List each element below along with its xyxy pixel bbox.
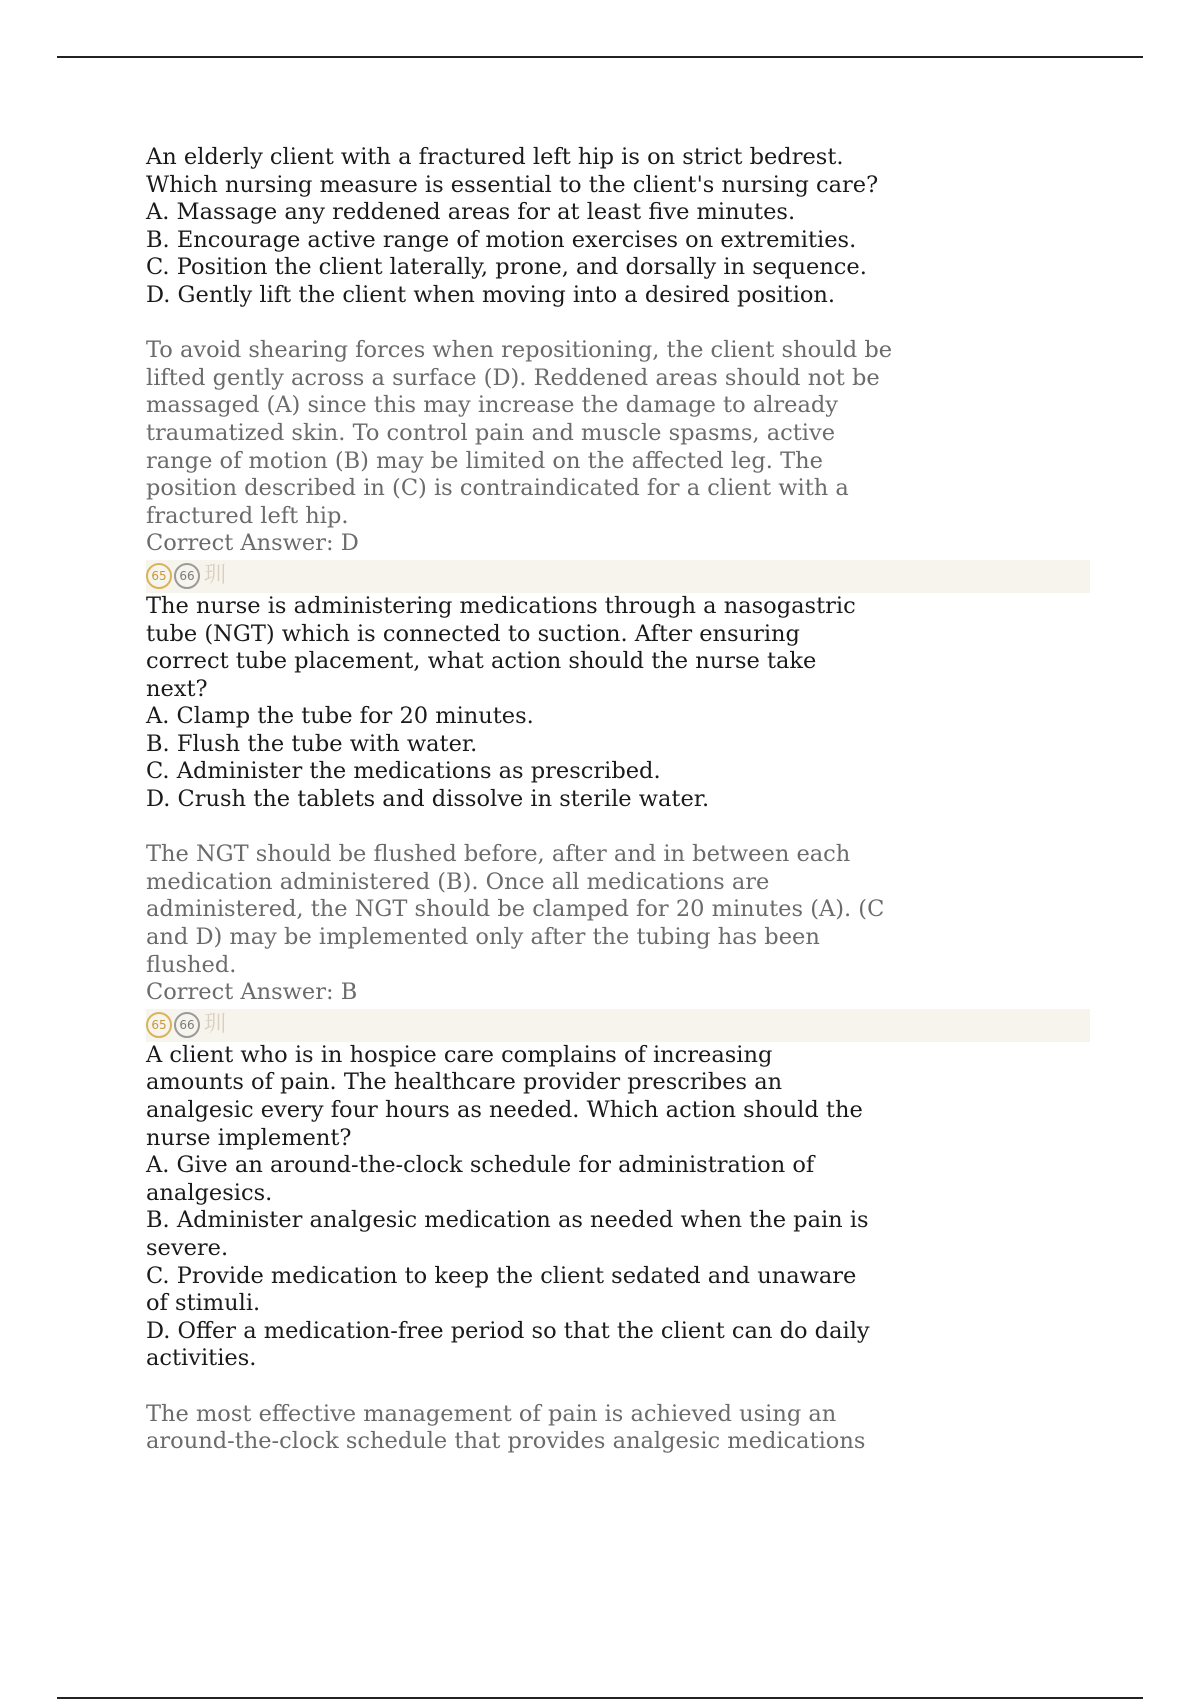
- document-body: [146, 144, 893, 1456]
- question-separator-bar: [146, 1009, 1090, 1042]
- question-block-2: [146, 592, 885, 1007]
- answer-option-b: B. Encourage active range of motion exercises on extremities.: [146, 226, 857, 253]
- answer-option-c: C. Administer the medications as prescribed.: [146, 758, 661, 785]
- explanation-line: The NGT should be flushed before, after and in between each: [146, 841, 851, 868]
- explanation-line: massaged (A) since this may increase the damage to already: [146, 392, 839, 419]
- explanation-line: To avoid shearing forces when repositioning, the client should be: [146, 337, 893, 364]
- correct-answer: Correct Answer: D: [146, 530, 359, 557]
- question-stem-line: amounts of pain. The healthcare provider prescribes an: [146, 1069, 783, 1096]
- question-block-1: [146, 144, 893, 558]
- header-rule: [57, 56, 1143, 58]
- question-stem-line: analgesic every four hours as needed. Which action should the: [146, 1097, 863, 1123]
- glyph-mark-icon: 玔: [204, 563, 227, 589]
- question-stem-line: An elderly client with a fractured left hip is on strict bedrest.: [146, 144, 844, 170]
- answer-option-a: A. Give an around-the-clock schedule for administration of: [146, 1152, 815, 1179]
- explanation-line: The most effective management of pain is achieved using an: [146, 1400, 837, 1427]
- answer-option-c-cont: of stimuli.: [146, 1290, 261, 1317]
- explanation-line: traumatized skin. To control pain and muscle spasms, active: [146, 419, 836, 446]
- explanation-line: medication administered (B). Once all medications are: [146, 868, 770, 895]
- explanation-line: position described in (C) is contraindicated for a client with a: [146, 475, 849, 502]
- answer-option-d-cont: activities.: [146, 1345, 257, 1372]
- answer-option-d: D. Offer a medication-free period so that the client can do daily: [146, 1317, 870, 1344]
- number-badge-icon: 65: [146, 563, 172, 589]
- glyph-mark-icon: 玔: [204, 1012, 227, 1038]
- explanation-line: flushed.: [146, 951, 237, 978]
- question-stem-line: correct tube placement, what action should the nurse take: [146, 648, 817, 675]
- explanation-line: fractured left hip.: [146, 502, 349, 529]
- explanation-line: around-the-clock schedule that provides analgesic medications: [146, 1428, 866, 1455]
- answer-option-b: B. Flush the tube with water.: [146, 730, 478, 757]
- answer-option-b: B. Administer analgesic medication as needed when the pain is: [146, 1207, 869, 1234]
- question-stem-line: A client who is in hospice care complains of increasing: [146, 1041, 773, 1068]
- question-stem-line: Which nursing measure is essential to the client's nursing care?: [146, 171, 879, 198]
- correct-answer: Correct Answer: B: [146, 979, 358, 1006]
- explanation-line: range of motion (B) may be limited on the affected leg. The: [146, 447, 823, 474]
- question-stem-line: tube (NGT) which is connected to suction. After ensuring: [146, 620, 800, 647]
- answer-option-c: C. Provide medication to keep the client sedated and unaware: [146, 1262, 857, 1289]
- number-badge-icon: 66: [174, 563, 200, 589]
- number-badge-icon: 65: [146, 1012, 172, 1038]
- question-block-3: [146, 1041, 870, 1456]
- answer-option-d: D. Crush the tablets and dissolve in sterile water.: [146, 786, 710, 813]
- number-badge-icon: 66: [174, 1012, 200, 1038]
- explanation-line: lifted gently across a surface (D). Reddened areas should not be: [146, 364, 880, 391]
- answer-option-d: D. Gently lift the client when moving into a desired position.: [146, 281, 836, 308]
- answer-option-c: C. Position the client laterally, prone, and dorsally in sequence.: [146, 254, 867, 281]
- question-separator-bar: [146, 560, 1090, 593]
- explanation-line: administered, the NGT should be clamped for 20 minutes (A). (C: [146, 896, 885, 923]
- question-stem-line: The nurse is administering medications through a nasogastric: [146, 592, 856, 619]
- footer-rule: [57, 1697, 1143, 1699]
- answer-option-b-cont: severe.: [146, 1234, 229, 1261]
- answer-option-a: A. Massage any reddened areas for at least five minutes.: [146, 199, 796, 226]
- answer-option-a-cont: analgesics.: [146, 1179, 273, 1206]
- question-stem-line: nurse implement?: [146, 1124, 352, 1151]
- answer-option-a: A. Clamp the tube for 20 minutes.: [146, 703, 534, 730]
- explanation-line: and D) may be implemented only after the tubing has been: [146, 924, 820, 951]
- question-stem-line: next?: [146, 675, 208, 702]
